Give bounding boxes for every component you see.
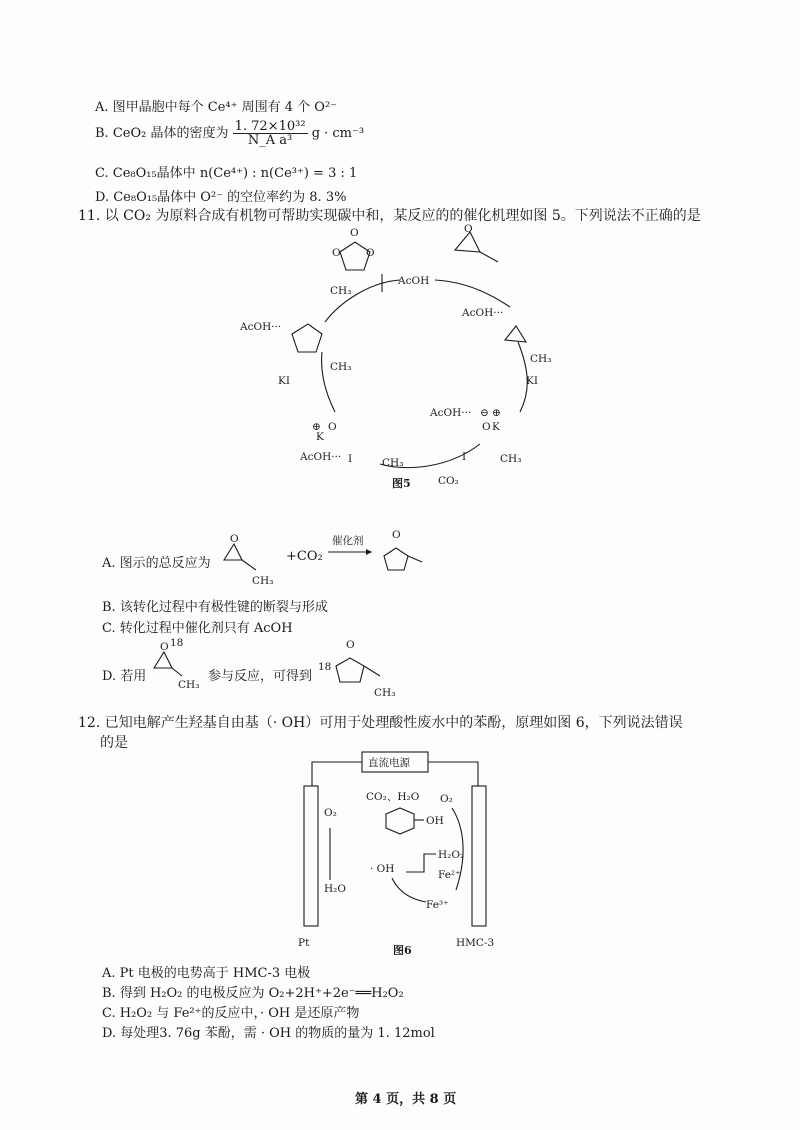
arrow-radical-to-fe3 — [392, 878, 426, 902]
ch3-bottom-right: CH₃ — [500, 453, 522, 465]
h2o2-label: H₂O₂ — [438, 849, 465, 861]
option-b-prefix: B. CeO₂ 晶体的密度为 — [95, 126, 229, 141]
epoxide-a-o: O — [230, 533, 239, 545]
acoh-left: AcOH··· — [240, 321, 282, 333]
o2-right: O₂ — [440, 793, 453, 805]
figure-5-catalytic-cycle — [230, 222, 560, 490]
catalyst-label: 催化剂 — [332, 535, 364, 547]
labeled-epoxide-ring — [154, 652, 172, 668]
wire-left — [312, 762, 362, 786]
product-ring-a — [384, 548, 408, 570]
q11-option-d-prefix: D. 若用 — [102, 669, 147, 684]
option-d-prev: D. Ce₈O₁₅晶体中 O²⁻ 的空位率约为 8. 3% — [95, 190, 347, 205]
co2-h2o-label: CO₂、H₂O — [366, 791, 420, 803]
hmc3-electrode — [472, 786, 486, 926]
q12-option-b: B. 得到 H₂O₂ 的电极反应为 O₂+2H⁺+2e⁻══H₂O₂ — [102, 986, 404, 1001]
ch3-left: CH₃ — [330, 361, 352, 373]
plus-co2: +CO₂ — [286, 549, 323, 564]
benzene-ring — [386, 808, 414, 834]
acoh-top: AcOH — [398, 275, 430, 287]
co2-bottom: CO₂ — [438, 475, 459, 487]
labeled-product-ring — [336, 658, 364, 682]
pt-label: Pt — [298, 937, 310, 949]
label-18-b: 18 — [318, 661, 332, 673]
figure-6-electrolysis — [290, 750, 520, 955]
option-b-unit: g · cm⁻³ — [311, 126, 365, 141]
wire-right — [428, 762, 478, 786]
reaction-arrowhead — [366, 549, 372, 555]
iodide-left: I — [348, 453, 353, 465]
question-11-stem: 11. 以 CO₂ 为原料合成有机物可帮助实现碳中和，某反应的的催化机理如图 5。下列说法不正确的是 — [78, 208, 701, 224]
ki-right: KI — [526, 375, 538, 387]
q11-option-a-prefix: A. 图示的总反应为 — [102, 556, 211, 571]
pt-electrode — [304, 786, 318, 926]
k-plus-right: ⊕ — [492, 407, 501, 419]
k-left: K — [316, 431, 324, 443]
fraction-denominator: N_A a³ — [247, 133, 293, 148]
option-b-prev — [95, 120, 364, 147]
ch3-bottom: CH₃ — [382, 457, 404, 469]
phenol-oh: OH — [426, 815, 444, 827]
figure-5-caption: 图5 — [392, 477, 411, 490]
ch3-top: CH₃ — [330, 285, 352, 297]
acoh-bottom-right: AcOH··· — [430, 407, 472, 419]
ring-o-right: O — [366, 247, 375, 259]
epoxide-top — [455, 232, 480, 252]
epoxide-a-ch3: CH₃ — [252, 575, 274, 587]
ring-o-left: O — [332, 247, 341, 259]
arrow-h2o2-to-radical — [406, 854, 436, 872]
q11-option-a-equation — [212, 528, 432, 588]
carbonyl-o: O — [350, 227, 359, 239]
q12-option-a: A. Pt 电极的电势高于 HMC-3 电极 — [102, 966, 311, 981]
cycle-arc-top-right — [435, 280, 510, 307]
o-minus-right: ⊖ — [480, 407, 489, 419]
q11-option-d-mid: 参与反应，可得到 — [208, 669, 313, 684]
labeled-epoxide — [148, 638, 200, 690]
acoh-right: AcOH··· — [462, 307, 504, 319]
k-plus-left: ⊕ — [312, 421, 321, 433]
labeled-epoxide-methyl — [172, 668, 182, 676]
label-18-a: 18 — [170, 638, 184, 649]
q11-option-c: C. 转化过程中催化剂只有 AcOH — [102, 621, 293, 636]
hydroxyl-radical: · OH — [370, 863, 395, 875]
labeled-product-ch3: CH₃ — [374, 687, 396, 699]
q11-option-b: B. 该转化过程中有极性键的断裂与形成 — [102, 600, 328, 615]
labeled-product — [318, 636, 398, 700]
epoxide-right — [505, 326, 526, 342]
labeled-epoxide-o: O — [160, 641, 169, 653]
q12-option-c: C. H₂O₂ 与 Fe²⁺的反应中，· OH 是还原产物 — [102, 1006, 360, 1021]
o2-left: O₂ — [324, 807, 337, 819]
ch3-right: CH₃ — [530, 353, 552, 365]
epoxide-o: O — [464, 223, 473, 235]
k-right: K — [492, 421, 500, 433]
h2o-left: H₂O — [324, 883, 346, 895]
question-12-stem-line1: 12. 已知电解产生羟基自由基（· OH）可用于处理酸性废水中的苯酚，原理如图 6，下列说法错误 — [78, 715, 683, 731]
fraction-numerator: 1. 72×10³² — [234, 119, 306, 134]
epoxide-a-methyl — [242, 560, 256, 570]
labeled-epoxide-ch3: CH₃ — [178, 679, 200, 690]
iodide-right: I — [462, 451, 467, 463]
page-footer: 第 4 页，共 8 页 — [355, 1092, 457, 1107]
density-fraction — [233, 120, 308, 147]
epoxide-a — [224, 544, 242, 560]
figure-6-caption: 图6 — [393, 944, 412, 955]
hmc3-label: HMC-3 — [456, 937, 495, 949]
option-a-prev: A. 图甲晶胞中每个 Ce⁴⁺ 周围有 4 个 O²⁻ — [95, 100, 338, 115]
dc-power-label: 直流电源 — [368, 757, 410, 769]
acoh-bottom-left: AcOH··· — [300, 451, 342, 463]
ring-left — [292, 324, 322, 352]
product-a-o: O — [392, 529, 401, 541]
epoxide-methyl-bond — [480, 252, 498, 262]
option-c-prev: C. Ce₈O₁₅晶体中 n(Ce⁴⁺) : n(Ce³⁺) = 3 : 1 — [95, 166, 358, 181]
question-12-stem-line2: 的是 — [100, 735, 128, 751]
product-a-methyl — [408, 556, 422, 562]
o-right: O — [482, 421, 491, 433]
ki-left: KI — [278, 375, 290, 387]
fe3-label: Fe³⁺ — [426, 899, 449, 911]
q12-option-d: D. 每处理3. 76g 苯酚，需 · OH 的物质的量为 1. 12mol — [102, 1026, 435, 1041]
labeled-product-o: O — [346, 639, 355, 651]
fe2-label: Fe²⁺ — [438, 869, 461, 881]
labeled-product-methyl — [364, 666, 380, 676]
o-minus-left: O — [328, 421, 337, 433]
